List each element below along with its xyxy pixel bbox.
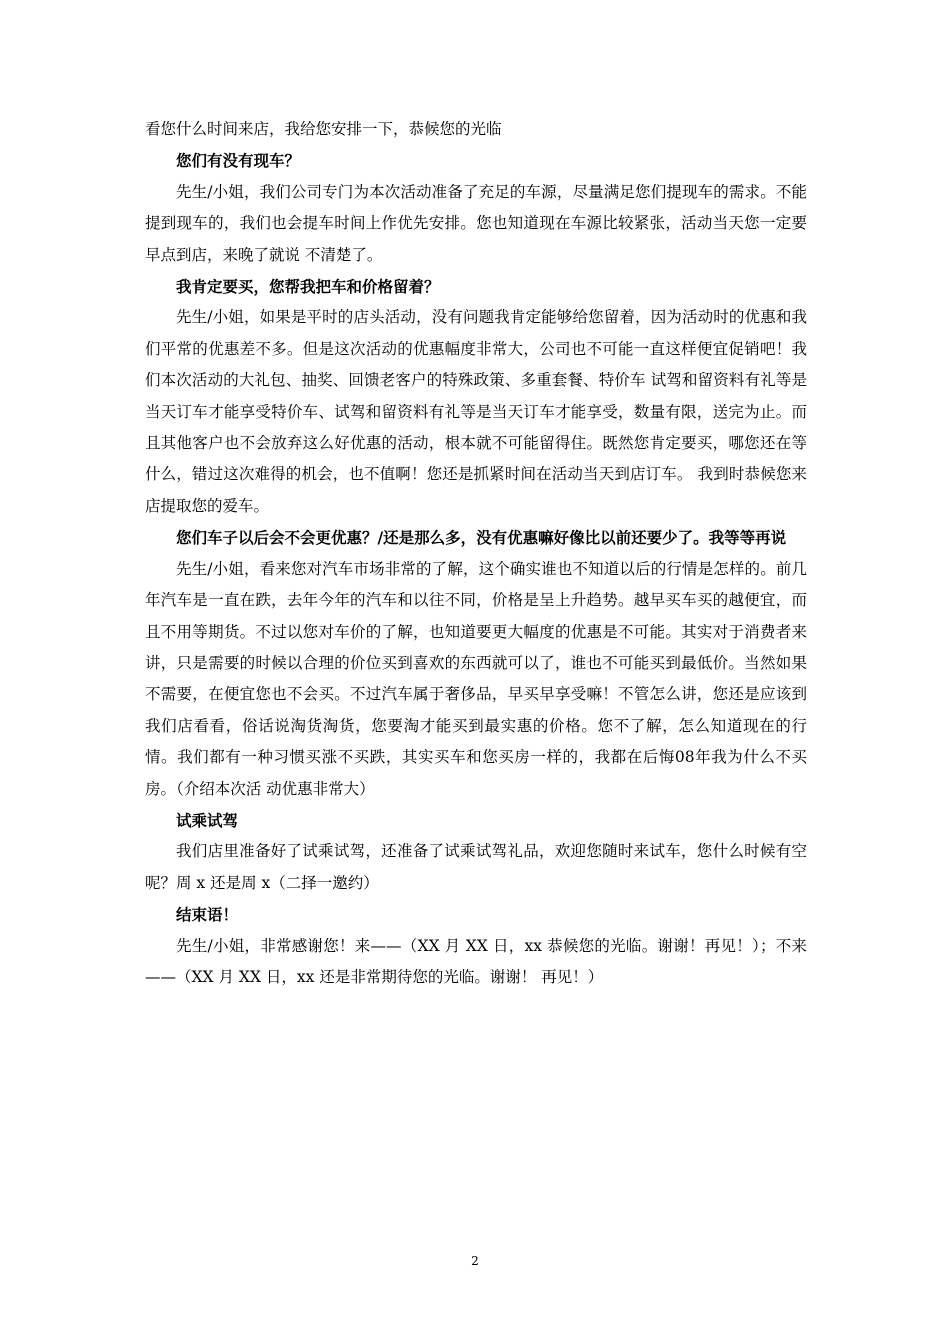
paragraph-closing: 先生/小姐，非常感谢您！来——（XX 月 XX 日，xx 恭候您的光临。谢谢！再见！）；不来——（XX 月 XX 日，xx 还是非常期待您的光临。谢谢！ 再见！） [145,936,807,986]
heading-test-drive: 试乘试驾 [176,810,239,830]
page-number: 2 [471,1254,479,1268]
paragraph-future-discount-answer: 先生/小姐，看来您对汽车市场非常的了解，这个确实谁也不知道以后的行情是怎样的。前几年汽车是一直在跌，去年今年的汽车和以往不同，价格是呈上升趋势。越早买车买的越便宜，而且不用等期货。不过以您对车价的了解，也知道要更大幅度的优惠是不可能。其实对于消费者来讲，只是需要的时候以合理的价位买到喜欢的东西就可以了，谁也不可能买到最低价。当然如果不需要，在便宜您也不会买。不过汽车属于奢侈品，早买早享受嘛！不管怎么讲，您还是应该到我们店看看，俗话说淘货淘货，您要淘才能买到最实惠的价格。您不了解，怎么知道现在的行情。我们都有一种习惯买涨不买跌，其实买车和您买房一样的，我都在后悔08年我为什么不买房。（介绍本次活 动优惠非常大） [145,559,807,798]
heading-closing: 结束语！ [176,905,239,925]
paragraph-test-drive: 我们店里准备好了试乘试驾，还准备了试乘试驾礼品，欢迎您随时来试车，您什么时候有空呢？周 x 还是周 x（二择一邀约） [145,842,807,892]
heading-stock-question: 您们有没有现车？ [176,151,301,171]
document-body [145,114,807,993]
paragraph-continuation: 看您什么时间来店，我给您安排一下，恭候您的光临 [145,120,502,138]
heading-future-discount-question: 您们车子以后会不会更优惠？/还是那么多，没有优惠嘛好像比以前还要少了。我等等再说 [176,528,787,548]
paragraph-hold-car-answer: 先生/小姐，如果是平时的店头活动，没有问题我肯定能够给您留着，因为活动时的优惠和我们平常的优惠差不多。但是这次活动的优惠幅度非常大，公司也不可能一直这样便宜促销吧！我们本次活动的大礼包、抽奖、回馈老客户的特殊政策、多重套餐、特价车 试驾和留资料有礼等是当天订车才能享受特价车、试驾和留资料有礼等是当天订车才能享受，数量有限，送完为止。而且其他客户也不会放弃这么好优惠的活动，根本就不可能留得住。既然您肯定要买，哪您还在等什么，错过这次难得的机会，也不值啊！您还是抓紧时间在活动当天到店订车。 我到时恭候您来店提取您的爱车。 [145,308,807,515]
paragraph-stock-answer: 先生/小姐，我们公司专门为本次活动准备了充足的车源，尽量满足您们提现车的需求。不能提到现车的，我们也会提车时间上作优先安排。您也知道现在车源比较紧张，活动当天您一定要早点到店，来晚了就说 不清楚了。 [145,182,807,264]
heading-hold-car-question: 我肯定要买，您帮我把车和价格留着？ [176,277,440,297]
